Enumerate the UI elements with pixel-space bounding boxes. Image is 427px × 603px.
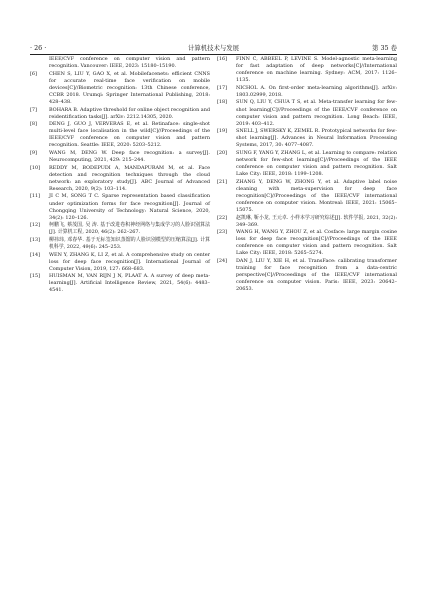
page-number: · 26 ·	[30, 44, 47, 52]
journal-title: 计算机技术与发展	[187, 44, 240, 52]
reference-number: [17]	[217, 84, 228, 91]
reference-text: SUN Q, LIU Y, CHUA T S, et al. Meta-transfer learning for few-shot learning[C]//Proceedings of the IEEE/CVF conference on computer vision and pattern recognition. Long Beach: IEEE, 2019: 403–412.	[236, 99, 397, 127]
reference-text: 柯鹏飞, 蔡茂国, 吴 涛. 基于改进卷积神经网络与集成学习的人脸识别算法[J]. 计算机工程, 2020, 46(2): 262–267.	[49, 222, 210, 236]
reference-entry	[30, 273, 210, 294]
reference-text: WANG H, WANG Y, ZHOU Z, et al. Cosface: large margin cosine loss for deep face recognition[C]//Proceedings of the IEEE conference on computer vision and pattern recognition. Salt Lake City: IEEE, 2018: 5265–5274.	[236, 229, 397, 257]
reference-entry	[217, 85, 397, 99]
reference-number: [12]	[30, 222, 41, 229]
reference-number: [15]	[30, 273, 41, 280]
reference-number: [9]	[30, 149, 37, 156]
reference-entry	[30, 165, 210, 193]
reference-number: [11]	[30, 193, 41, 200]
reference-entry	[217, 128, 397, 149]
right-column	[217, 56, 397, 295]
reference-text: HUISMAN M, VAN RIJN J N, PLAAT A. A survey of deep meta-learning[J]. Artificial Intelligence Review, 2021, 54(6): 4483–4541.	[49, 273, 210, 294]
reference-entry	[30, 252, 210, 273]
reference-entry	[30, 193, 210, 221]
reference-entry	[217, 179, 397, 214]
reference-number: [22]	[217, 214, 228, 221]
reference-text: SUNG F, YANG Y, ZHANG L, et al. Learning to compare: relation network for few-shot learning[C]//Proceedings of the IEEE conference on computer vision and pattern recognition. Salt Lake City: IEEE, 2018: 1199–1208.	[236, 149, 397, 178]
reference-number: [18]	[217, 99, 228, 106]
reference-entry	[30, 121, 210, 149]
reference-text: 柳祎玮, 邓春华. 基于无标签知识蒸馏的人脸识别模型的压缩算法[J]. 计算机科学, 2022, 49(6): 245–253.	[49, 236, 210, 250]
reference-text: DAN J, LIU Y, XIE H, et al. TransFace: calibrating transformer training for face recognition from a data-centric perspective[C]//Proceedings of the IEEE/CVF international conference on computer vision. Paris: IEEE, 2023: 20642–20653.	[236, 258, 397, 293]
reference-number: [7]	[30, 106, 37, 113]
reference-number: [16]	[217, 56, 228, 62]
running-header	[30, 40, 397, 55]
reference-number: [14]	[30, 251, 41, 258]
reference-text: FINN C, ABBEEL P, LEVINE S. Model-agnostic meta-learning for fast adaptation of deep networks[C]//International conference on machine learning. Sydney: ACM, 2017: 1126–1135.	[236, 56, 397, 84]
reference-number: [8]	[30, 121, 37, 128]
left-column	[30, 56, 210, 295]
reference-text: ZHANG Y, DENG W, ZHONG Y, et al. Adaptive label noise cleaning with meta-supervision for deep face recognition[C]//Proceedings of the IEEE/CVF international conference on computer vision. Montreal: IEEE, 2021: 15065–15075.	[236, 178, 397, 213]
reference-entry	[217, 215, 397, 229]
reference-entry	[30, 150, 210, 164]
reference-entry	[217, 258, 397, 293]
reference-number: [23]	[217, 229, 228, 236]
reference-entry	[217, 150, 397, 178]
reference-number: [6]	[30, 70, 37, 77]
reference-text: BOHARA B. Adaptive threshold for online object recognition and reidentification tasks[J]. arXiv: 2212.14305, 2020.	[49, 106, 210, 120]
reference-number: [20]	[217, 149, 228, 156]
reference-text: CHEN S, LIU Y, GAO X, et al. Mobilefacenets: efficient CNNS for accurate real-time face verification on mobile devices[C]//Biometric recognition: 13th Chinese conference, CCBR 2018. Urumqi: Springer International Publishing, 2018: 428–438.	[49, 70, 210, 105]
reference-entry	[30, 222, 210, 236]
reference-entry	[30, 71, 210, 106]
reference-number: [19]	[217, 128, 228, 135]
reference-text: DENG J, GUO J, VERVERAS E, et al. Retinaface: single-shot multi-level face localisation in the wild[C]//Proceedings of the IEEE/CVF conference on computer vision and pattern recognition. Seattle: IEEE, 2020: 5203–5212.	[49, 121, 210, 149]
reference-entry	[30, 56, 210, 70]
reference-entry	[217, 99, 397, 127]
reference-text: IEEE/CVF conference on computer vision and pattern recognition. Vancouver: IEEE, 2023: 15180–15190.	[49, 56, 210, 70]
reference-number: [21]	[217, 178, 228, 185]
reference-number: [10]	[30, 164, 41, 171]
reference-number: [13]	[30, 236, 41, 243]
reference-text: NICHOL A. On first-order meta-learning algorithms[J]. arXiv: 1803.02999, 2018.	[236, 84, 397, 98]
reference-number: [24]	[217, 258, 228, 265]
references-body	[30, 56, 397, 295]
reference-entry	[217, 56, 397, 84]
reference-text: SNELL J, SWERSKY K, ZEMEL R. Prototypical networks for few-shot learning[J]. Advances in Neural Information Processing Systems, 2017, 30: 4077–4087.	[236, 128, 397, 149]
reference-text: WANG M, DENG W. Deep face recognition: a survey[J]. Neurocomputing, 2021, 429: 215–244.	[49, 149, 210, 164]
reference-text: 赵凯琳, 靳小龙, 王元卓. 小样本学习研究综述[J]. 软件学报, 2021, 32(2): 349–369.	[236, 214, 397, 228]
reference-text: JI C M, SONG T C. Sparse representation based classification under optimization forms for face recognition[J]. Journal of Chongqing University of Technology: Natural Science, 2020, 34(2): 120–126.	[49, 193, 210, 221]
reference-entry	[30, 107, 210, 121]
reference-text: WEN Y, ZHANG K, LI Z, et al. A comprehensive study on center loss for deep face recognition[J]. International Journal of Computer Vision, 2019, 127: 668–683.	[49, 251, 210, 272]
reference-entry	[217, 229, 397, 257]
reference-entry	[30, 237, 210, 251]
reference-text: REDDY M, BODEPUDI A, MANDAPURAM M, et al. Face detection and recognition techniques through the cloud network: an exploratory study[J]. ABC Journal of Advanced Research, 2020, 9(2): 103–114.	[49, 164, 210, 192]
volume-label: 第 35 卷	[372, 44, 397, 52]
